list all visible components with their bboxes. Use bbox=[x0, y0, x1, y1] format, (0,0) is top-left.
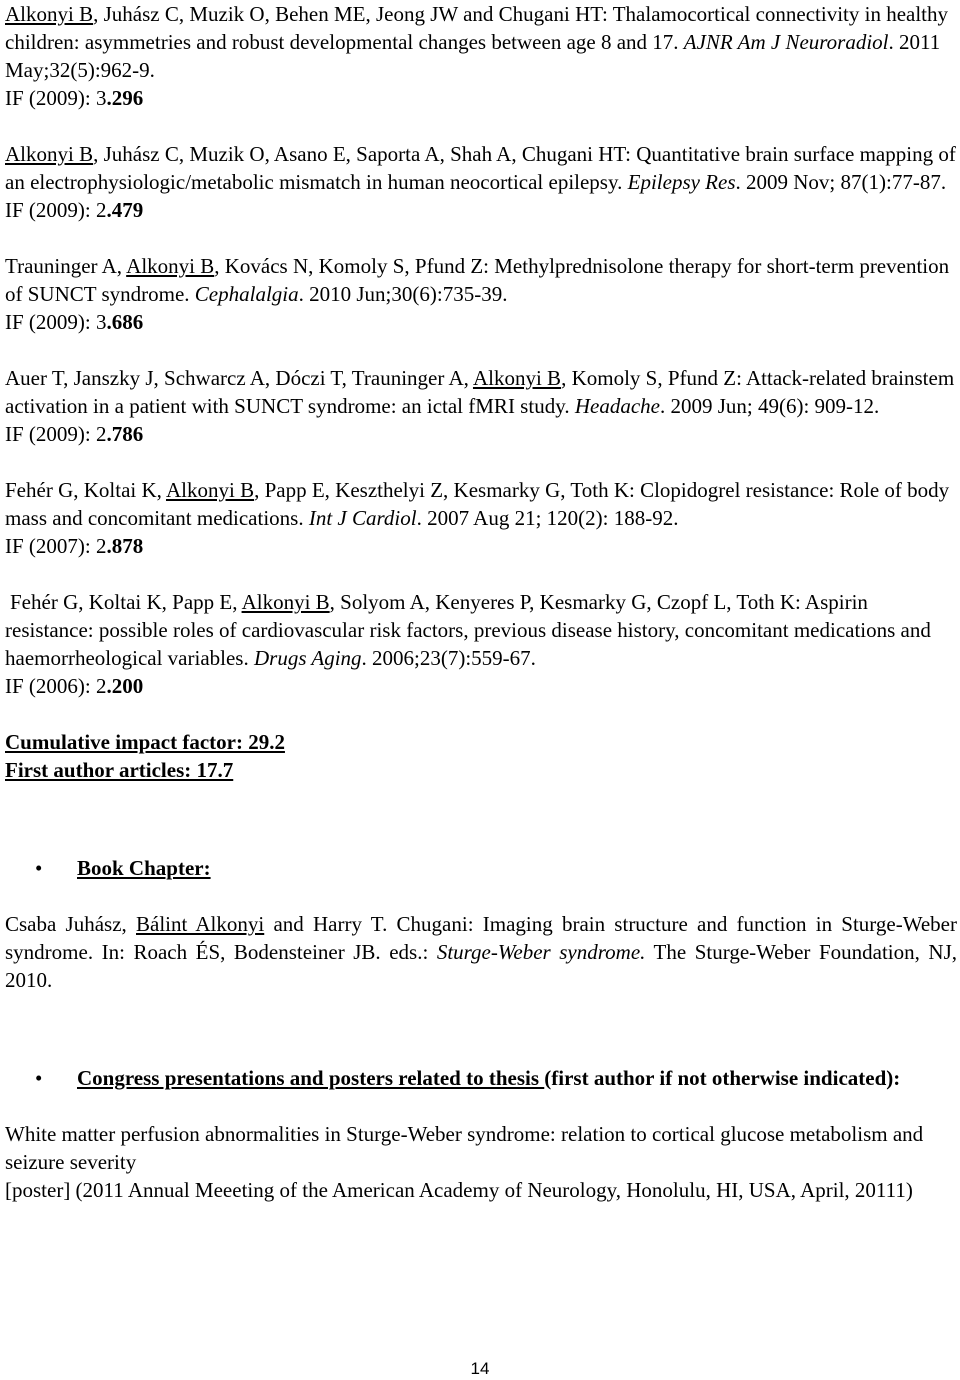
reference-citation: . 2010 Jun;30(6):735-39. bbox=[298, 282, 508, 306]
impact-factor-decimal: .878 bbox=[106, 534, 144, 558]
impact-factor-decimal: .200 bbox=[106, 674, 144, 698]
section-title-underlined: Congress presentations and posters related to thesis bbox=[77, 1066, 545, 1090]
reference-self-author: Alkonyi B bbox=[241, 590, 330, 614]
reference-title: , Solyom A, Kenyeres P, Kesmarky G, Czopf L, Toth K: Aspirin resistance: possible roles of cardiovascular risk factors, previous disease history, concomitant medications and haemorrheological variables. bbox=[5, 590, 931, 670]
reference-self-author: Bálint Alkonyi bbox=[136, 912, 265, 936]
reference-authors: Auer T, Janszky J, Schwarcz A, Dóczi T, Trauninger A, bbox=[5, 366, 473, 390]
reference-self-author: Alkonyi B bbox=[126, 254, 215, 278]
congress-heading bbox=[5, 1064, 957, 1092]
reference-title: and Harry T. Chugani: Imaging brain structure and function in Sturge-Weber syndrome. In: Roach ÉS, Bodensteiner JB. eds.: bbox=[5, 912, 957, 964]
impact-factor-label: IF (2009): bbox=[5, 198, 96, 222]
reference-journal: Headache bbox=[574, 394, 660, 418]
congress-item bbox=[5, 1120, 957, 1204]
reference-citation: . 2007 Aug 21; 120(2): 188-92. bbox=[416, 506, 679, 530]
reference-item bbox=[5, 140, 957, 224]
document-page bbox=[5, 0, 957, 1204]
impact-factor-integer: 2 bbox=[96, 198, 107, 222]
reference-title: , Juhász C, Muzik O, Behen ME, Jeong JW and Chugani HT: Thalamocortical connectivity in healthy children: asymmetries and robust developmental changes between age 8 and 17. bbox=[5, 2, 949, 54]
reference-authors: Trauninger A, bbox=[5, 254, 127, 278]
reference-authors: Fehér G, Koltai K, bbox=[5, 478, 166, 502]
impact-factor-decimal: .479 bbox=[106, 198, 144, 222]
reference-item bbox=[5, 0, 957, 112]
reference-citation: . 2009 Jun; 49(6): 909-12. bbox=[659, 394, 880, 418]
reference-journal: AJNR Am J Neuroradiol bbox=[683, 30, 889, 54]
book-publisher: The Sturge-Weber Foundation, NJ, 2010. bbox=[5, 940, 957, 992]
impact-factor-decimal: .686 bbox=[106, 310, 144, 334]
cumulative-impact-factor: Cumulative impact factor: 29.2 bbox=[5, 730, 285, 754]
reference-self-author: Alkonyi B bbox=[472, 366, 562, 390]
impact-factor-integer: 2 bbox=[96, 534, 107, 558]
reference-title: , Komoly S, Pfund Z: Attack-related brainstem activation in a patient with SUNCT syndrome: an ictal fMRI study. bbox=[5, 366, 955, 418]
bullet-icon: • bbox=[35, 856, 43, 880]
reference-title: , Juhász C, Muzik O, Asano E, Saporta A, Shah A, Chugani HT: Quantitative brain surface mapping of an electrophysiologic/metabolic mismatch in human neocortical epilepsy. bbox=[5, 142, 956, 194]
presentation-title: White matter perfusion abnormalities in Sturge-Weber syndrome: relation to cortical glucose metabolism and seizure severity bbox=[5, 1122, 924, 1174]
presentation-detail: [poster] (2011 Annual Meeeting of the American Academy of Neurology, Honolulu, HI, USA, April, 20111) bbox=[5, 1178, 913, 1202]
reference-self-author: Alkonyi B bbox=[5, 142, 94, 166]
reference-title: , Kovács N, Komoly S, Pfund Z: Methylprednisolone therapy for short-term prevention of SUNCT syndrome. bbox=[5, 254, 950, 306]
reference-title: , Papp E, Keszthelyi Z, Kesmarky G, Toth K: Clopidogrel resistance: Role of body mass and concomitant medications. bbox=[5, 478, 950, 530]
reference-self-author: Alkonyi B bbox=[165, 478, 255, 502]
first-author-articles: First author articles: 17.7 bbox=[5, 758, 234, 782]
impact-factor-label: IF (2007): bbox=[5, 534, 96, 558]
book-chapter-heading bbox=[5, 854, 957, 882]
impact-factor-integer: 3 bbox=[96, 310, 107, 334]
impact-factor-decimal: .786 bbox=[106, 422, 144, 446]
summary-stats bbox=[5, 728, 957, 784]
book-chapter-item bbox=[5, 910, 957, 994]
bullet-icon: • bbox=[35, 1066, 43, 1090]
reference-citation: . 2009 Nov; 87(1):77-87. bbox=[735, 170, 947, 194]
reference-journal: Drugs Aging bbox=[253, 646, 362, 670]
reference-item bbox=[5, 476, 957, 560]
reference-item bbox=[5, 588, 957, 700]
book-title: Sturge-Weber syndrome. bbox=[436, 940, 646, 964]
impact-factor-label: IF (2006): bbox=[5, 674, 96, 698]
impact-factor-label: IF (2009): bbox=[5, 86, 96, 110]
reference-authors: Csaba Juhász, bbox=[5, 912, 136, 936]
reference-item bbox=[5, 252, 957, 336]
impact-factor-decimal: .296 bbox=[106, 86, 144, 110]
reference-authors: Fehér G, Koltai K, Papp E, bbox=[10, 590, 242, 614]
impact-factor-integer: 3 bbox=[96, 86, 107, 110]
reference-citation: . 2011 May;32(5):962-9. bbox=[5, 30, 941, 82]
reference-journal: Cephalalgia bbox=[194, 282, 299, 306]
reference-self-author: Alkonyi B bbox=[5, 2, 94, 26]
page-number: 14 bbox=[470, 1359, 490, 1378]
reference-journal: Epilepsy Res bbox=[627, 170, 736, 194]
impact-factor-label: IF (2009): bbox=[5, 422, 96, 446]
reference-journal: Int J Cardiol bbox=[308, 506, 417, 530]
impact-factor-integer: 2 bbox=[96, 422, 107, 446]
reference-citation: . 2006;23(7):559-67. bbox=[361, 646, 536, 670]
section-title bbox=[77, 1064, 900, 1092]
reference-item bbox=[5, 364, 957, 448]
impact-factor-label: IF (2009): bbox=[5, 310, 96, 334]
impact-factor-integer: 2 bbox=[96, 674, 107, 698]
section-title-rest: (first author if not otherwise indicated): bbox=[544, 1066, 901, 1090]
section-title: Book Chapter: bbox=[77, 856, 211, 880]
